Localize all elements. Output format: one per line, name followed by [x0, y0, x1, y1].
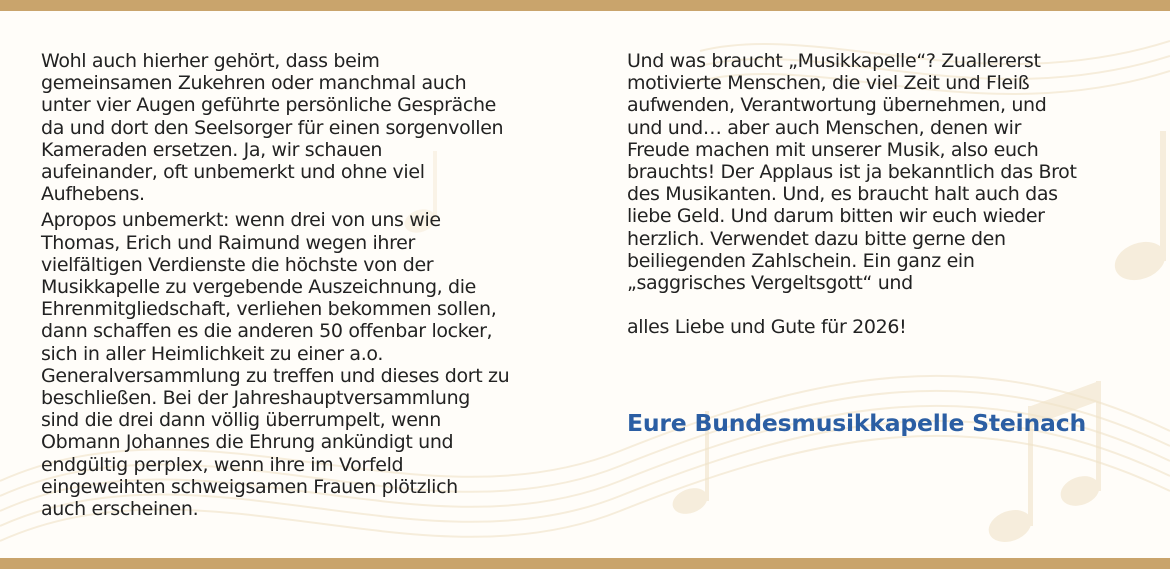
- left-paragraph-2: Apropos unbemerkt: wenn drei von uns wie Thomas, Erich und Raimund wegen ihrer vielfältigen Verdienste die höchste von der Musikkapelle zu vergebende Auszeichnung, die Ehrenmitgliedschaft, verliehen bekommen sollen, dann schaffen es die anderen 50 offenbar locker, sich in aller Heimlichkeit zu einer a.o. Generalversammlung zu treffen und dieses dort zu beschließen. Bei der Jahreshauptversammlung sind die drei dann völlig überrumpelt, wenn Obmann Johannes die Ehrung ankündigt und endgültig perplex, wenn ihre im Vorfeld eingeweihten schweigsamen Frauen plötzlich auch erscheinen.: [41, 209, 510, 521]
- right-text-column: [627, 50, 1167, 338]
- left-text-column: [41, 50, 601, 520]
- left-paragraph-1: Wohl auch hierher gehört, dass beim gemeinsamen Zukehren oder manchmal auch unter vier Augen geführte persönliche Gespräche da und dort den Seelsorger für einen sorgenvollen Kameraden ersetzen. Ja, wir schauen aufeinander, oft unbemerkt und ohne viel Aufhebens.: [41, 50, 504, 206]
- bottom-accent-bar: [0, 558, 1170, 569]
- top-accent-bar: [0, 0, 1170, 11]
- signature: Eure Bundesmusikkapelle Steinach: [627, 409, 1086, 437]
- right-paragraph-1: Und was braucht „Musikkapelle“? Zuallererst motivierte Menschen, die viel Zeit und Fleiß aufwenden, Verantwortung übernehmen, und und und… aber auch Menschen, denen wir Freude machen mit unserer Musik, also euch brauchts! Der Applaus ist ja bekanntlich das Brot des Musikanten. Und, es braucht halt auch das liebe Geld. Und darum bitten wir euch wieder herzlich. Verwendet dazu bitte gerne den beiliegenden Zahlschein. Ein ganz ein „saggrisches Vergeltsgott“ und: [627, 50, 1077, 295]
- closing-greeting: alles Liebe und Gute für 2026!: [627, 316, 907, 339]
